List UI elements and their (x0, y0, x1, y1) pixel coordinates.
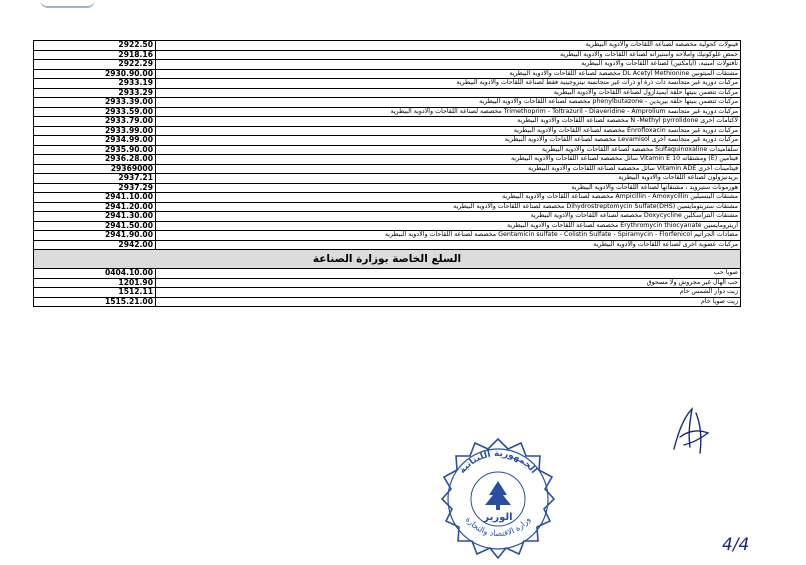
section-header-row (34, 250, 741, 269)
tariff-code-cell: 2937.29 (34, 183, 156, 193)
header-logo-fragment (40, 0, 95, 8)
tariff-code-cell: 2933.29 (34, 88, 156, 98)
product-description-cell: مشتقات الميثونين DL Acetyl Methionine مخصصة لصناعة اللقاحات والادوية البيطرية (156, 69, 741, 79)
product-description-cell: مركبات دورية غير متجانسة Enrofloxacin مخصصة لصناعة اللقاحات والادوية البيطرية (156, 126, 741, 136)
tariff-code-cell: 29369000 (34, 164, 156, 174)
table-row (34, 155, 741, 165)
table-row (34, 117, 741, 127)
table-row (34, 164, 741, 174)
product-description-cell: مركبات تتضمن بنيتها حلقة بيريدين - phenylbutazone مخصصة لصناعة اللقاحات والادوية البيطرية (156, 98, 741, 108)
table-row (34, 202, 741, 212)
page-number (718, 520, 758, 560)
table-row (34, 174, 741, 184)
table-row (34, 88, 741, 98)
table-row (34, 79, 741, 89)
handwritten-signature (666, 403, 716, 459)
product-description-cell: بريدنيزولون لصناعة اللقاحات والادوية البيطرية (156, 174, 741, 184)
seal-top-text: الجمهورية اللبنانية (457, 448, 539, 476)
tariff-code-cell: 0404.10.00 (34, 269, 156, 279)
tariff-code-cell: 1512.11 (34, 288, 156, 298)
tariff-code-cell: 2922.50 (34, 41, 156, 51)
product-description-cell: مشتقات التتراسكلين Doxycycline مخصصة لصناعة اللقاحات والادوية البيطرية (156, 212, 741, 222)
product-description-cell: مضادات الجراثيم Gentamicin sulfate - Colistin Sulfate - Spiramycin - Florfenicol مخصصة لصناعة اللقاحات والادوية البيطرية (156, 231, 741, 241)
tariff-code-cell: 2933.79.00 (34, 117, 156, 127)
tariff-code-cell: 2936.28.00 (34, 155, 156, 165)
table-row (34, 221, 741, 231)
table-row (34, 240, 741, 250)
table-row (34, 212, 741, 222)
product-description-cell: مركبات عضوية أخرى لصناعة اللقاحات والادوية البيطرية (156, 240, 741, 250)
table-row (34, 107, 741, 117)
product-description-cell: مشتقات البنسيلين Ampicillin - Amoxycillin مخصصة لصناعة اللقاحات والادوية البيطرية (156, 193, 741, 203)
table-row (34, 136, 741, 146)
tariff-code-cell: 2941.20.00 (34, 202, 156, 212)
cedar-icon (485, 481, 511, 505)
tariff-code-cell: 2941.90.00 (34, 231, 156, 241)
tariff-code-cell: 2941.10.00 (34, 193, 156, 203)
table-row (34, 60, 741, 70)
table-row (34, 126, 741, 136)
tariff-code-cell: 2941.30.00 (34, 212, 156, 222)
tariff-code-cell: 1201.90 (34, 278, 156, 288)
table-row (34, 278, 741, 288)
product-description-cell: صويا حب (156, 269, 741, 279)
product-description-cell: سلفاميدات Sulfaquinoxaline مخصصة لصناعة اللقاحات والادوية البيطرية (156, 145, 741, 155)
table-row (34, 231, 741, 241)
product-description-cell: مركبات دورية غير متجانسة Trimethoprim - Toltrazuril - Diaveridine - Amprolium مخصصة لصناعة اللقاحات والادوية البيطرية (156, 107, 741, 117)
tariff-code-cell: 2933.59.00 (34, 107, 156, 117)
product-description-cell: فيتامينات أخرى Vitamin ADE سائل مخصصة لصناعة اللقاحات والادوية البيطرية (156, 164, 741, 174)
table-row (34, 288, 741, 298)
product-description-cell: هورمونات ستيرويد ، مشتقاتها لصناعة اللقاحات والادوية البيطرية (156, 183, 741, 193)
ministry-seal (433, 435, 563, 560)
tariff-code-cell: 1515.21.00 (34, 297, 156, 307)
table-row (34, 297, 741, 307)
product-description-cell: مركبات دورية غير متجانسة أخرى Levamisol مخصصة لصناعة اللقاحات والادوية البيطرية (156, 136, 741, 146)
product-description-cell: حب الهال غير مجروش ولا مسحوق (156, 278, 741, 288)
product-description-cell: اريثرومايسين Erythromycin thiocyanate مخصصة لصناعة اللقاحات والادوية البيطرية (156, 221, 741, 231)
table-row (34, 69, 741, 79)
seal-center-text: الوزير (483, 512, 513, 523)
tariff-table (33, 40, 741, 307)
tariff-code-cell: 2934.99.00 (34, 136, 156, 146)
tariff-code-cell: 2918.16 (34, 50, 156, 60)
table-row (34, 98, 741, 108)
tariff-code-cell: 2941.50.00 (34, 221, 156, 231)
product-description-cell: مشتقات ستربتومايسين Dihydrostreptomycin Sulfate(DHS) مخصصة لصناعة اللقاحات والادوية البيطرية (156, 202, 741, 212)
table-row (34, 193, 741, 203)
product-description-cell: فينولات كحولية مخصصة لصناعة اللقاحات والادوية البيطرية (156, 41, 741, 51)
table-row (34, 145, 741, 155)
table-row (34, 183, 741, 193)
tariff-code-cell: 2933.39.00 (34, 98, 156, 108)
tariff-code-cell: 2930.90.00 (34, 69, 156, 79)
tariff-code-cell: 2922.29 (34, 60, 156, 70)
product-description-cell: نافتولات امينية، (ايامكتين) لصناعة اللقاحات والادوية البيطرية (156, 60, 741, 70)
product-description-cell: مركبات دورية غير متجانسة ذات ذرة او ذرات غير متجانسة نيتروجينية فقط لصناعة اللقاحات والادوية البيطرية (156, 79, 741, 89)
table-row (34, 50, 741, 60)
table-row (34, 41, 741, 51)
tariff-code-cell: 2935.90.00 (34, 145, 156, 155)
product-description-cell: فيتامين (E) ومشتقاته Vitamin E 10 سائل مخصصة لصناعة اللقاحات والادوية البيطرية (156, 155, 741, 165)
product-description-cell: زيت دوار الشمس خام (156, 288, 741, 298)
tariff-code-cell: 2933.19 (34, 79, 156, 89)
tariff-code-cell: 2937.21 (34, 174, 156, 184)
tariff-code-cell: 2933.99.00 (34, 126, 156, 136)
product-description-cell: زيت صويا خام (156, 297, 741, 307)
product-description-cell: مركبات تتضمن بنيتها حلقة ايميدازول لصناعة اللقاحات والادوية البيطرية (156, 88, 741, 98)
seal-bottom-text: وزارة الاقتصاد والتجارة (463, 515, 533, 539)
section-title: السلع الخاصة بوزارة الصناعة (34, 250, 741, 269)
table-row (34, 269, 741, 279)
tariff-code-cell: 2942.00 (34, 240, 156, 250)
product-description-cell: لاكتامات أخرى N -Methyl pyrrolidone مخصصة لصناعة اللقاحات والادوية البيطرية (156, 117, 741, 127)
product-description-cell: حمض غلوكونيك واملاحه واستيراته لصناعة اللقاحات والادوية البيطرية (156, 50, 741, 60)
page-number-text: 4/4 (722, 535, 750, 555)
